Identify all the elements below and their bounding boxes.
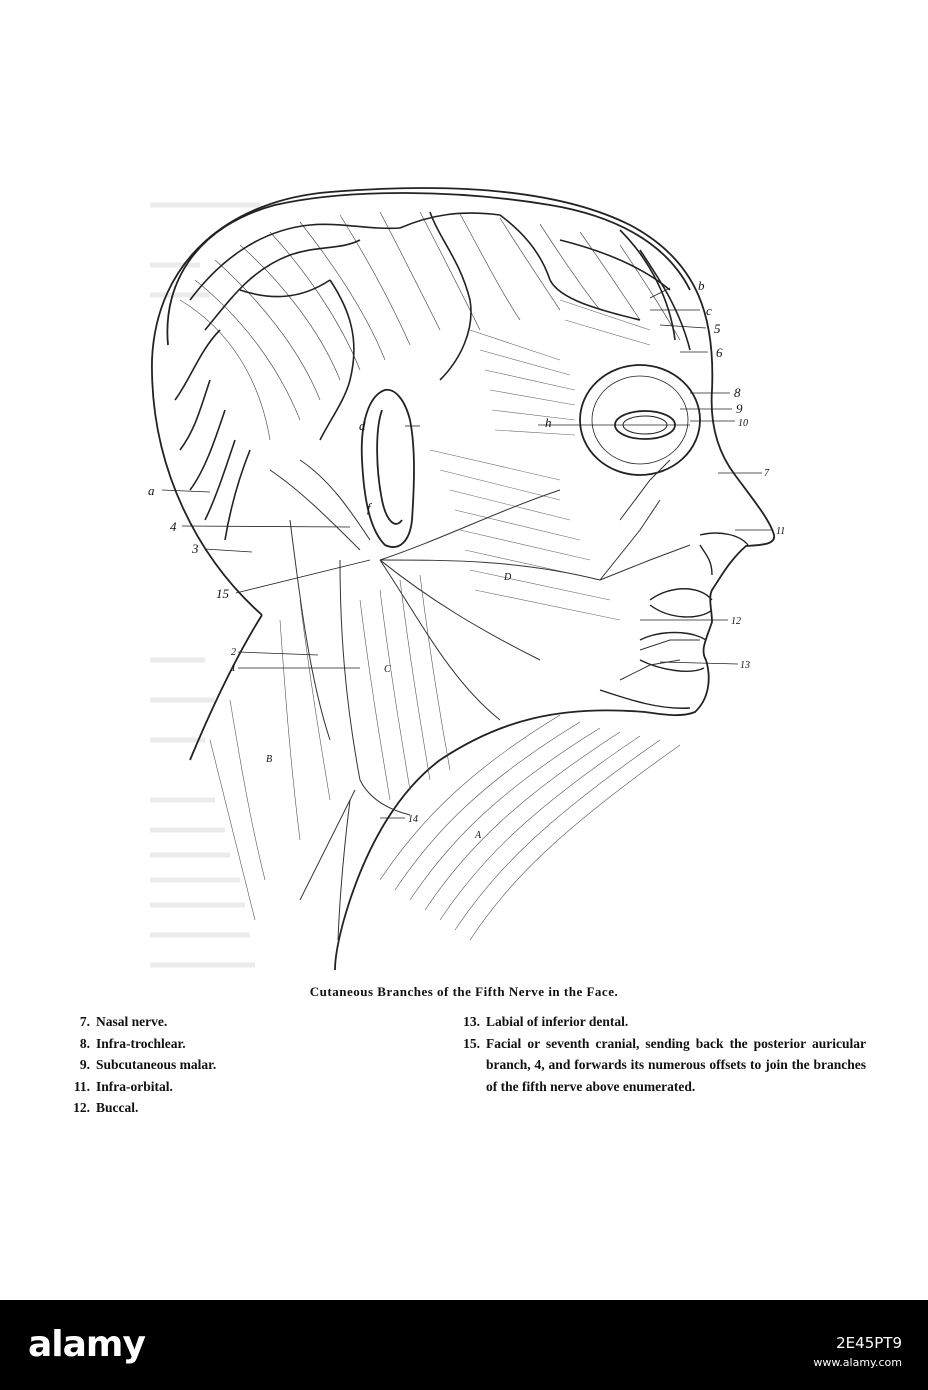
- legend-item: [56, 1097, 216, 1119]
- legend-text: Subcutaneous malar.: [96, 1057, 217, 1072]
- scalp-vessels: [175, 212, 690, 540]
- legend-item: [446, 1011, 866, 1033]
- label-D: D: [504, 572, 512, 583]
- image-id: 2E45PT9: [836, 1334, 902, 1352]
- legend-right: [446, 1011, 866, 1097]
- ear: [362, 390, 414, 547]
- label-4: 4: [170, 519, 177, 534]
- leader-lines: [162, 288, 772, 818]
- legend-item: [56, 1011, 216, 1033]
- label-12: 12: [731, 616, 741, 627]
- label-6: 6: [716, 345, 723, 360]
- legend-num: 9.: [79, 1057, 90, 1072]
- legend-num: 8.: [79, 1035, 90, 1051]
- label-a: a: [148, 483, 155, 498]
- legend-num: 13.: [463, 1014, 480, 1029]
- label-1: 1: [231, 663, 236, 674]
- label-c: c: [706, 303, 712, 318]
- face-features: [600, 533, 748, 708]
- label-A: A: [475, 830, 482, 841]
- legend-num: 15.: [463, 1035, 480, 1051]
- label-5: 5: [714, 321, 721, 336]
- legend-num: 12.: [73, 1100, 90, 1115]
- figure-labels: [148, 278, 785, 841]
- label-15: 15: [216, 586, 229, 601]
- site-url[interactable]: www.alamy.com: [813, 1356, 902, 1369]
- legend-text: Infra-orbital.: [96, 1078, 173, 1094]
- facial-nerve-branches: [270, 460, 700, 940]
- legend-item: [56, 1054, 216, 1076]
- legend-item: [56, 1076, 216, 1098]
- legend-text: Facial or seventh cranial, sending back the posterior auricular branch, 4, and forwards its numerous offsets to join the branches of the fifth nerve above enumerated.: [486, 1035, 866, 1094]
- ghost-text-bleed: [150, 205, 260, 965]
- legend-text: Infra-trochlear.: [96, 1035, 186, 1051]
- legend-text: Labial of inferior dental.: [486, 1014, 629, 1029]
- legend-num: 11.: [73, 1078, 90, 1094]
- legend-text: Nasal nerve.: [96, 1014, 168, 1029]
- label-8: 8: [734, 385, 741, 400]
- legend-left: [56, 1011, 216, 1119]
- legend-num: 7.: [79, 1014, 90, 1029]
- legend-item: [56, 1033, 216, 1055]
- legend-item: [446, 1033, 866, 1098]
- label-14: 14: [408, 814, 418, 825]
- eye-orbit: [580, 365, 700, 475]
- label-7: 7: [764, 468, 769, 479]
- legend-text: Buccal.: [96, 1100, 139, 1115]
- label-11: 11: [776, 526, 786, 537]
- label-9: 9: [736, 401, 743, 416]
- brand-logo[interactable]: alamy: [28, 1324, 145, 1365]
- label-h: h: [545, 415, 552, 430]
- figure-caption: Cutaneous Branches of the Fifth Nerve in the Face.: [309, 984, 619, 999]
- watermark-footer: [0, 1300, 928, 1390]
- label-f: f: [367, 500, 371, 515]
- label-b: b: [698, 278, 705, 293]
- label-C: C: [384, 664, 391, 675]
- label-d: d: [359, 418, 366, 433]
- label-10: 10: [738, 418, 748, 429]
- label-13: 13: [740, 660, 750, 671]
- label-2: 2: [231, 647, 236, 658]
- label-B: B: [266, 754, 273, 765]
- label-3: 3: [192, 541, 199, 556]
- head-outline: [152, 188, 774, 970]
- scalp-shading: [180, 212, 680, 440]
